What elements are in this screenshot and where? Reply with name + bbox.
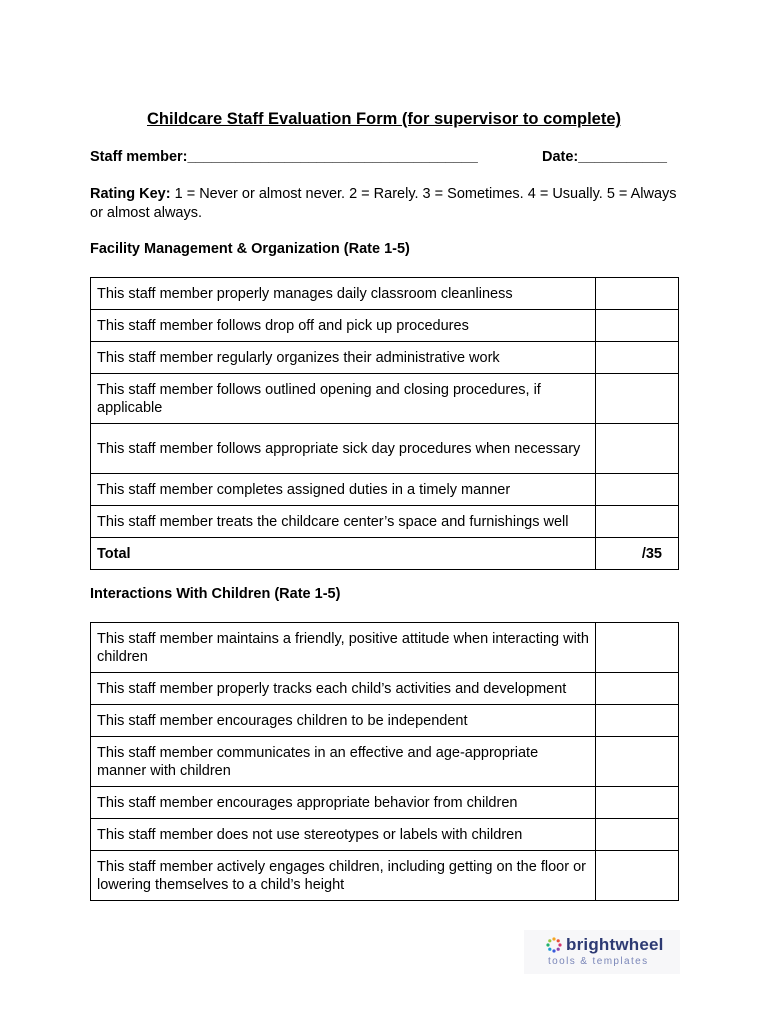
table-row [91, 506, 679, 538]
date-field: Date:___________ [542, 149, 667, 165]
rating-cell [596, 787, 679, 819]
rating-cell [596, 278, 679, 310]
table-row [91, 474, 679, 506]
table-row [91, 424, 679, 474]
table-row [91, 374, 679, 424]
section-heading-interactions: Interactions With Children (Rate 1-5) [90, 586, 341, 602]
table-row [91, 737, 679, 787]
rating-cell [596, 705, 679, 737]
table-row [91, 705, 679, 737]
brightwheel-tagline: tools & templates [548, 956, 649, 967]
rating-cell [596, 310, 679, 342]
interactions-table [90, 622, 679, 901]
rating-cell [596, 506, 679, 538]
staff-member-field: Staff member:____________________________________ [90, 149, 478, 165]
brightwheel-logo [524, 930, 680, 974]
section-heading-facility: Facility Management & Organization (Rate 1-5) [90, 241, 410, 257]
rating-key [90, 185, 680, 223]
item-text: This staff member maintains a friendly, positive attitude when interacting with children [91, 623, 596, 673]
rating-key-text: 1 = Never or almost never. 2 = Rarely. 3 = Sometimes. 4 = Usually. 5 = Always or almost always. [90, 186, 677, 221]
table-row [91, 623, 679, 673]
table-row [91, 851, 679, 901]
rating-cell [596, 374, 679, 424]
item-text: This staff member follows appropriate sick day procedures when necessary [91, 424, 596, 474]
rating-cell [596, 673, 679, 705]
item-text: This staff member regularly organizes their administrative work [91, 342, 596, 374]
facility-management-table [90, 277, 679, 570]
item-text: This staff member encourages children to be independent [91, 705, 596, 737]
item-text: This staff member properly tracks each child’s activities and development [91, 673, 596, 705]
item-text: This staff member follows outlined opening and closing procedures, if applicable [91, 374, 596, 424]
item-text: This staff member actively engages children, including getting on the floor or lowering themselves to a child’s height [91, 851, 596, 901]
item-text: This staff member properly manages daily classroom cleanliness [91, 278, 596, 310]
rating-cell [596, 623, 679, 673]
brightwheel-wordmark: brightwheel [566, 935, 664, 954]
table-row [91, 342, 679, 374]
rating-cell [596, 424, 679, 474]
total-value: /35 [596, 538, 679, 570]
item-text: This staff member treats the childcare center’s space and furnishings well [91, 506, 596, 538]
table-row [91, 819, 679, 851]
rating-cell [596, 474, 679, 506]
table-row [91, 787, 679, 819]
item-text: This staff member encourages appropriate behavior from children [91, 787, 596, 819]
item-text: This staff member completes assigned duties in a timely manner [91, 474, 596, 506]
brightwheel-logo-icon [546, 937, 562, 953]
item-text: This staff member communicates in an effective and age-appropriate manner with children [91, 737, 596, 787]
rating-cell [596, 851, 679, 901]
total-label: Total [91, 538, 596, 570]
table-row [91, 673, 679, 705]
item-text: This staff member follows drop off and pick up procedures [91, 310, 596, 342]
item-text: This staff member does not use stereotypes or labels with children [91, 819, 596, 851]
table-row [91, 278, 679, 310]
page-title: Childcare Staff Evaluation Form (for supervisor to complete) [147, 110, 621, 128]
rating-key-label: Rating Key: [90, 186, 171, 202]
rating-cell [596, 737, 679, 787]
rating-cell [596, 342, 679, 374]
rating-cell [596, 819, 679, 851]
total-row [91, 538, 679, 570]
table-row [91, 310, 679, 342]
